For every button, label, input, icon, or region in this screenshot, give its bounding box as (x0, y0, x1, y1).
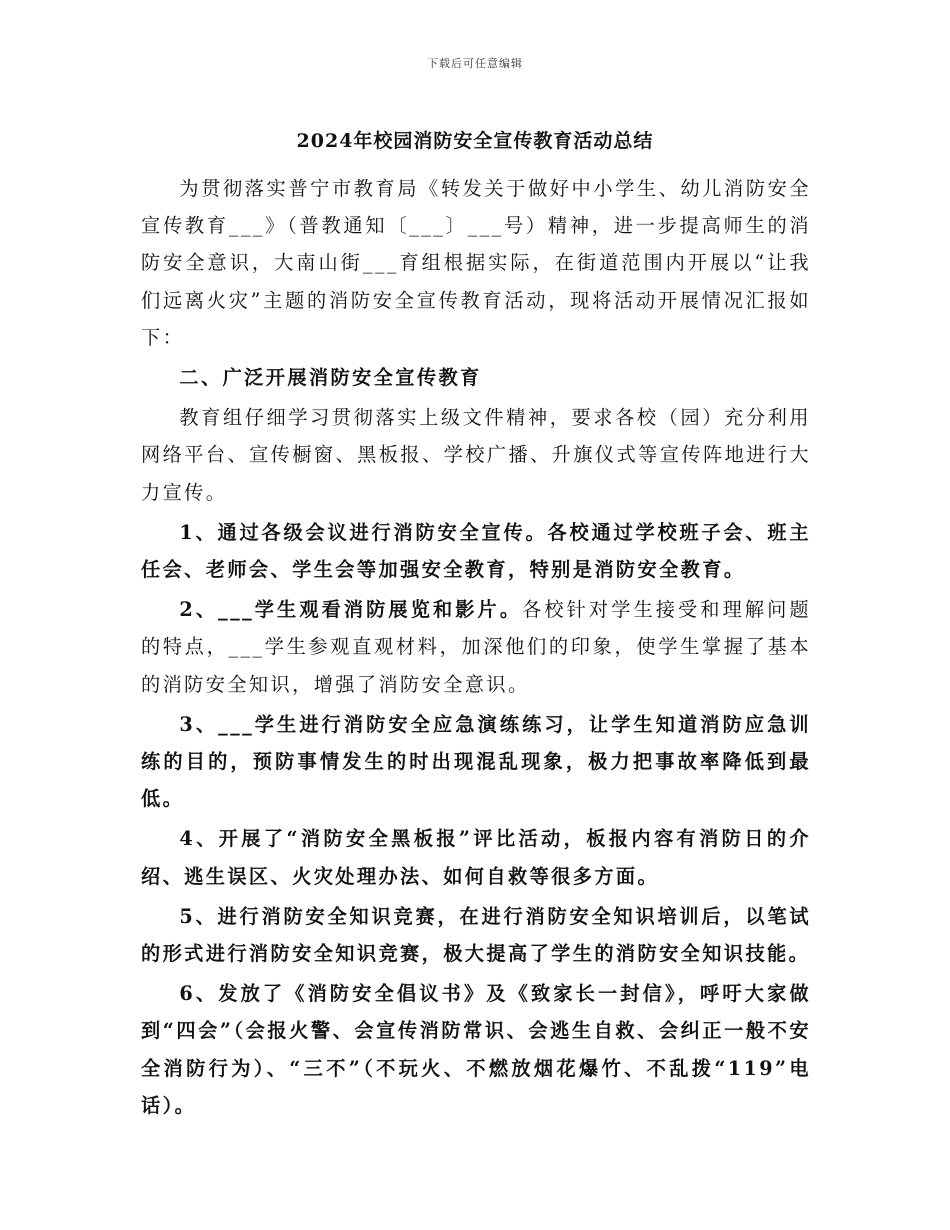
list-item-2-text: 各校针对学生接受和理解问题的特点，___学生参观直观材料，加深他们的印象，使学生掌握了基本的消防安全知识，增强了消防安全意识。 (141, 598, 811, 696)
intro-paragraph: 为贯彻落实普宁市教育局《转发关于做好中小学生、幼儿消防安全宣传教育___》（普教通知〔___〕___号）精神，进一步提高师生的消防安全意识，大南山街___育组根据实际，在街道范围内开展以“让我们远离火灾”主题的消防安全宣传教育活动，现将活动开展情况汇报如下： (141, 177, 811, 349)
document-body (141, 170, 811, 1124)
list-item-3: 3、___学生进行消防安全应急演练练习，让学生知道消防应急训练的目的，预防事情发生的时出现混乱现象，极力把事故率降低到最低。 (141, 712, 811, 811)
document-title: 2024年校园消防安全宣传教育活动总结 (296, 130, 654, 152)
list-item-6: 6、发放了《消防安全倡议书》及《致家长一封信》，呼吁大家做到“四会”（会报火警、会宣传消防常识、会逃生自救、会纠正一般不安全消防行为）、“三不”（不玩火、不燃放烟花爆竹、不乱拨“119”电话）。 (141, 982, 811, 1117)
section-body-paragraph: 教育组仔细学习贯彻落实上级文件精神，要求各校（园）充分利用网络平台、宣传橱窗、黑板报、学校广播、升旗仪式等宣传阵地进行大力宣传。 (141, 406, 811, 504)
list-item-2 (141, 591, 811, 703)
header-note: 下载后可任意编辑 (427, 57, 523, 70)
list-item-5: 5、进行消防安全知识竞赛，在进行消防安全知识培训后，以笔试的形式进行消防安全知识竞赛，极大提高了学生的消防安全知识技能。 (141, 904, 811, 966)
list-item-2-lead: 2、___学生观看消防展览和影片。 (179, 598, 523, 622)
list-item-1: 1、通过各级会议进行消防安全宣传。各校通过学校班子会、班主任会、老师会、学生会等加强安全教育，特别是消防安全教育。 (141, 520, 811, 582)
list-item-4: 4、开展了“消防安全黑板报”评比活动，板报内容有消防日的介绍、逃生误区、火灾处理办法、如何自救等很多方面。 (141, 827, 811, 888)
section-heading: 二、广泛开展消防安全宣传教育 (179, 366, 482, 390)
